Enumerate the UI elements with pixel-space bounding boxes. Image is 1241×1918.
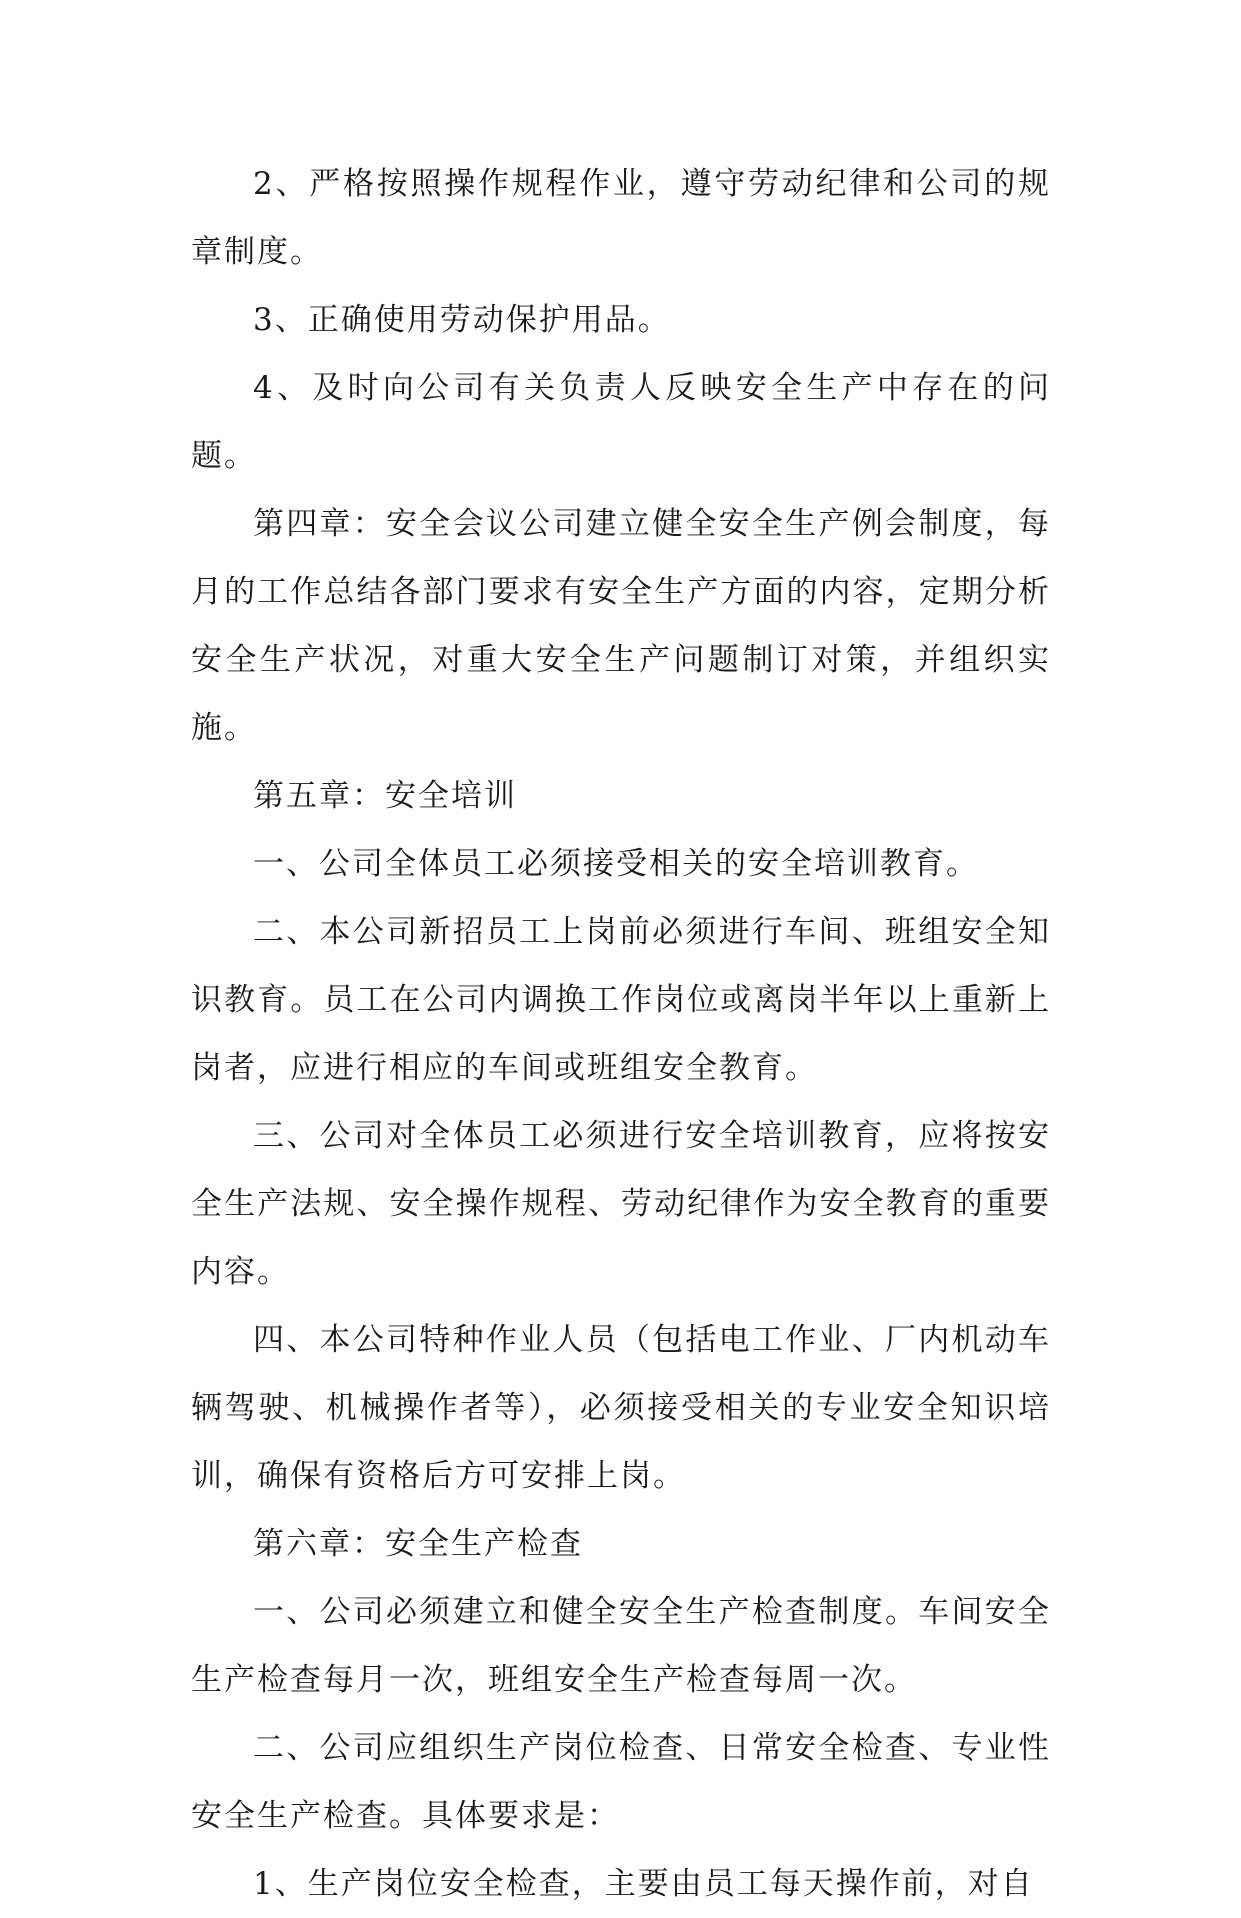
paragraph-item-2: 2、严格按照操作规程作业，遵守劳动纪律和公司的规章制度。 xyxy=(191,166,1051,270)
paragraph-item-4: 4、及时向公司有关负责人反映安全生产中存在的问题。 xyxy=(191,370,1051,474)
paragraph-training-2: 二、本公司新招员工上岗前必须进行车间、班组安全知识教育。员工在公司内调换工作岗位或离岗半年以上重新上岗者，应进行相应的车间或班组安全教育。 xyxy=(191,914,1051,1086)
paragraph-inspection-1: 一、公司必须建立和健全安全生产检查制度。车间安全生产检查每月一次，班组安全生产检查每周一次。 xyxy=(191,1594,1051,1698)
paragraph-inspection-2-1: 1、生产岗位安全检查，主要由员工每天操作前，对自 xyxy=(253,1866,1034,1902)
paragraph-item-3: 3、正确使用劳动保护用品。 xyxy=(253,302,671,338)
paragraph-training-3: 三、公司对全体员工必须进行安全培训教育，应将按安全生产法规、安全操作规程、劳动纪律作为安全教育的重要内容。 xyxy=(191,1118,1051,1290)
heading-chapter-5: 第五章：安全培训 xyxy=(253,778,517,814)
paragraph-training-4: 四、本公司特种作业人员（包括电工作业、厂内机动车辆驾驶、机械操作者等），必须接受相关的专业安全知识培训，确保有资格后方可安排上岗。 xyxy=(191,1322,1051,1494)
paragraph-inspection-2: 二、公司应组织生产岗位检查、日常安全检查、专业性安全生产检查。具体要求是： xyxy=(191,1730,1051,1834)
paragraph-chapter-4: 第四章：安全会议公司建立健全安全生产例会制度，每月的工作总结各部门要求有安全生产方面的内容，定期分析安全生产状况，对重大安全生产问题制订对策，并组织实施。 xyxy=(191,506,1051,746)
paragraph-training-1: 一、公司全体员工必须接受相关的安全培训教育。 xyxy=(253,846,979,882)
heading-chapter-6: 第六章：安全生产检查 xyxy=(253,1526,583,1562)
document-body xyxy=(191,150,1051,1918)
